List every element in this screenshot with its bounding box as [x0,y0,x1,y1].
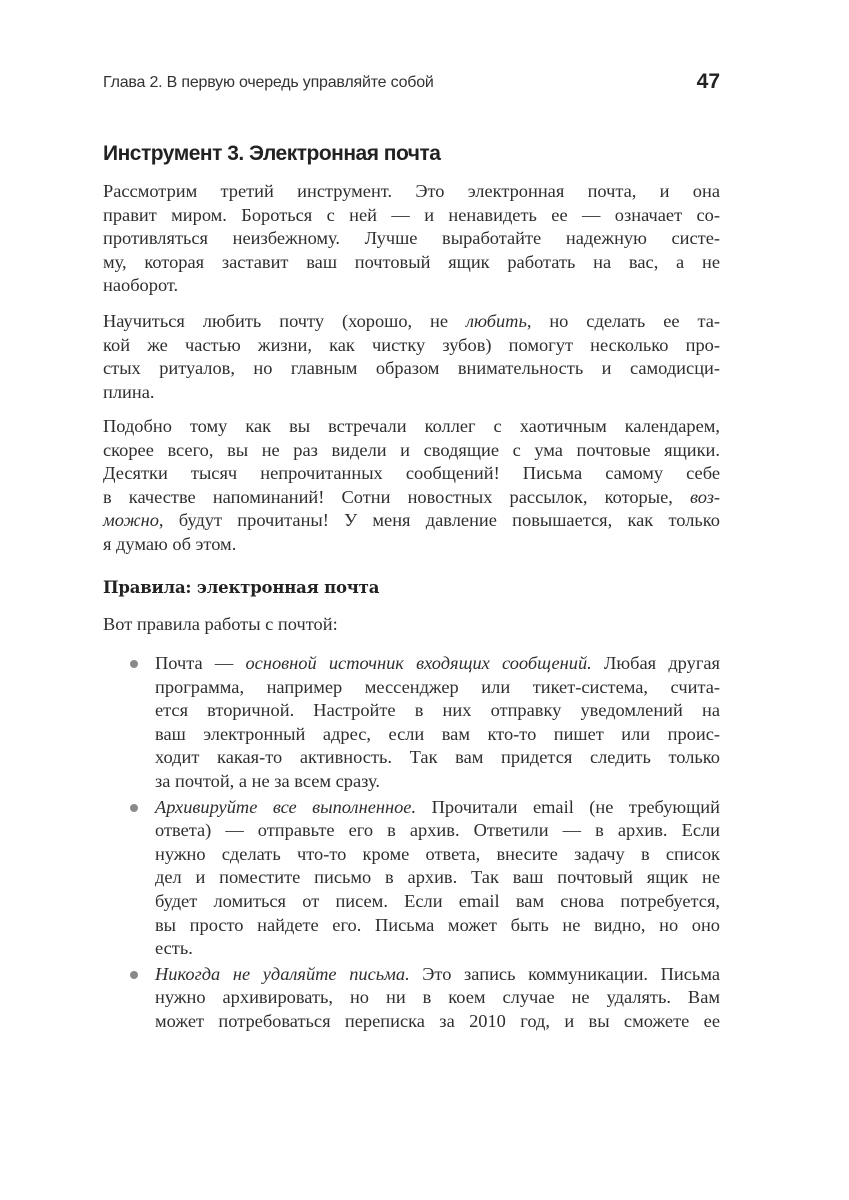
text-segment: му, которая заставит ваш почтовый ящик работать на вас, а не [103,251,720,272]
text-segment: ется вторичной. Настройте в них отправку уведомлений на [155,700,720,721]
text-segment: наоборот. [103,275,179,296]
text-segment: за почтой, а не за всем сразу. [155,770,380,791]
text-segment: кой же частью жизни, как чистку зубов) помогут несколько про- [103,334,720,355]
rule-item-never-delete [103,963,720,1034]
text-segment: будет ломиться от писем. Если email вам снова потребуется, [155,890,720,911]
text-segment: ответа) — отправьте его в архив. Ответили — в архив. Если [155,820,720,841]
bullet-icon [130,971,138,979]
bullet-icon [130,804,138,812]
text-line [155,746,720,770]
rules-intro-text: Вот правила работы с почтой: [103,614,338,634]
text-segment: Это запись коммуникации. Письма [409,963,720,984]
emphasis-text: любить [465,311,527,331]
paragraph-learn-to-love-mail [103,310,720,404]
text-line [155,937,720,961]
section-title: Инструмент 3. Электронная почта [103,142,441,165]
text-segment: правит миром. Бороться с ней — и ненавидеть ее — означает со- [103,204,720,225]
paragraph-intro [103,180,720,298]
text-segment: стых ритуалов, но главным образом внимательность и самодисци- [103,358,720,379]
text-segment: ходит какая-то активность. Так вам придется следить только [155,747,720,768]
text-line [155,819,720,843]
text-segment: плина. [103,381,155,402]
text-line [103,415,720,439]
text-line [103,439,720,463]
text-segment: , но сделать ее та- [526,311,720,331]
text-segment: я думаю об этом. [103,533,237,554]
running-header [103,72,720,96]
text-segment: есть. [155,938,193,959]
text-segment: в качестве напоминаний! Сотни новостных рассылок, которые, [103,486,690,507]
text-segment: Любая другая [591,653,720,673]
emphasis-text: воз- [690,486,720,507]
text-line [155,986,720,1010]
paragraph-chaotic-inboxes [103,415,720,557]
text-line [103,533,720,557]
text-line [155,652,720,676]
text-line [155,963,720,987]
running-title: Глава 2. В первую очередь управляйте собой [103,74,434,91]
rule-text [155,652,720,794]
text-line [103,509,720,533]
text-segment: программа, например мессенджер или тикет-система, счита- [155,676,720,697]
text-line [155,699,720,723]
text-segment: нужно сделать что-то кроме ответа, внесите задачу в список [155,843,720,864]
text-line [155,770,720,794]
emphasis-text: можно [103,510,159,531]
rule-text [155,963,720,1034]
rule-text [155,796,720,961]
text-line [103,357,720,381]
bullet-icon [130,660,138,668]
text-segment: , будут прочитаны! У меня давление повышается, как только [158,510,720,531]
text-line [103,462,720,486]
text-segment: нужно архивировать, но ни в коем случае не удалять. Вам [155,987,720,1008]
page-number: 47 [696,70,720,93]
emphasis-text: основной источник входящих сообщений. [245,653,592,673]
text-segment: дел и поместите письмо в архив. Так ваш почтовый ящик не [155,867,720,888]
text-line [103,486,720,510]
rules-list [103,652,720,1036]
text-line [155,890,720,914]
text-segment: Подобно тому как вы встречали коллег с хаотичным календарем, [103,416,720,436]
text-line [155,723,720,747]
text-line [103,227,720,251]
emphasis-text: Архивируйте все выполненное. [155,796,417,817]
rules-heading: Правила: электронная почта [103,578,380,597]
text-segment: Десятки тысяч непрочитанных сообщений! Письма самому себе [103,463,720,484]
text-line [155,796,720,820]
text-segment: Почта — [155,653,246,673]
emphasis-text: Никогда не удаляйте письма. [155,963,410,984]
text-line [155,1010,720,1034]
text-line [103,204,720,228]
text-line [155,866,720,890]
text-segment: противляться неизбежному. Лучше выработайте надежную систе- [103,228,720,249]
text-line [103,381,720,405]
text-line [103,274,720,298]
text-line [103,251,720,275]
text-segment: Рассмотрим третий инструмент. Это электронная почта, и она [103,181,720,201]
rule-item-mail-primary [103,652,720,794]
text-segment: скорее всего, вы не раз видели и сводящие с ума почтовые ящики. [103,439,720,460]
text-segment: вы просто найдете его. Письма может быть не видно, но оно [155,914,720,935]
rules-intro [103,613,720,637]
text-segment: Научиться любить почту (хорошо, не [103,311,466,331]
text-line [103,310,720,334]
text-segment: Прочитали email (не требующий [416,796,720,817]
rule-item-archive-done [103,796,720,961]
text-line [155,676,720,700]
text-segment: может потребоваться переписка за 2010 год, и вы сможете ее [155,1010,720,1031]
text-line [155,843,720,867]
text-segment: ваш электронный адрес, если вам кто-то пишет или проис- [155,723,720,744]
text-line [155,914,720,938]
text-line [103,334,720,358]
text-line [103,180,720,204]
